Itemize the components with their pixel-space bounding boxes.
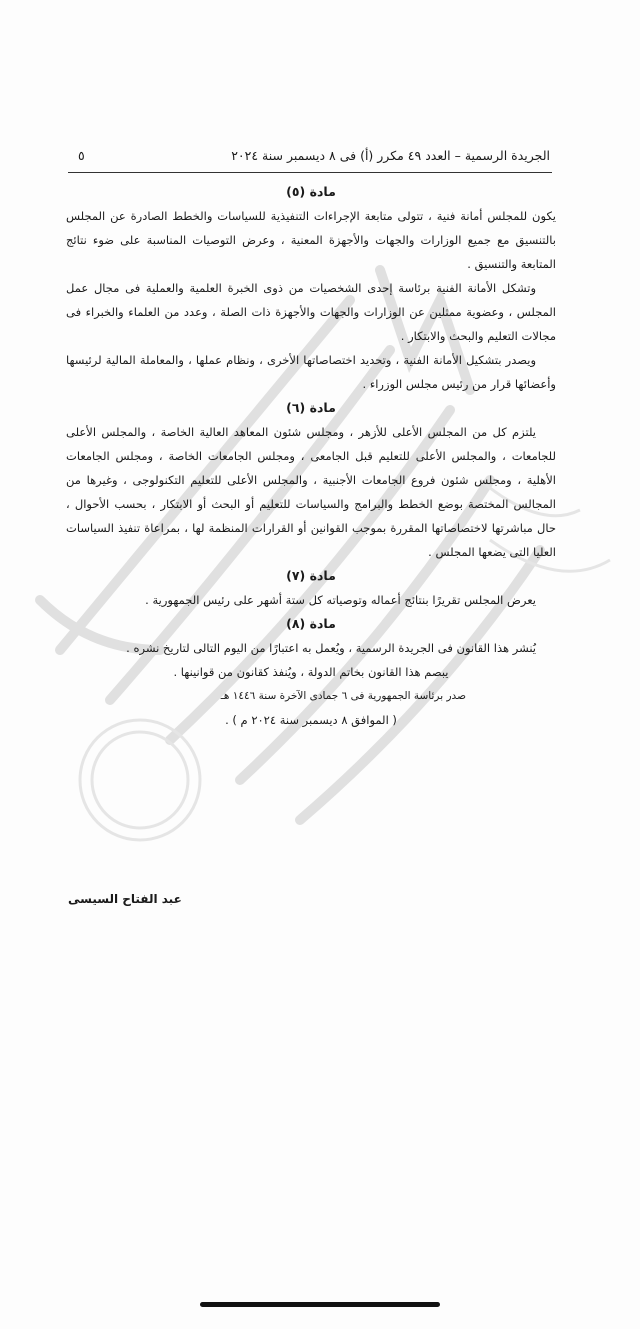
home-indicator[interactable] [200,1302,440,1307]
article-7-paragraph-1: يعرض المجلس تقريرًا بنتائج أعماله وتوصياته كل ستة أشهر على رئيس الجمهورية . [145,593,536,607]
article-5-paragraph-1: يكون للمجلس أمانة فنية ، تتولى متابعة الإجراءات التنفيذية للسياسات والخطط الصادرة عن المجلس بالتنسيق مع جميع الوزارات والجهات والأجهزة المعنية ، وعرض التوصيات المناسبة على ضوء نتائج المتابعة والتنسيق . [66,209,556,271]
corresponding-date-line: ( الموافق ٨ ديسمبر سنة ٢٠٢٤ م ) . [225,713,397,727]
page-number: ٥ [78,148,85,163]
article-5-title: مادة (٥) [286,184,336,199]
gazette-title: الجريدة الرسمية – العدد ٤٩ مكرر (أ) فى ٨ ديسمبر سنة ٢٠٢٤ [231,148,550,163]
president-signature: عبد الفتاح السيسى [68,892,182,906]
page-header [78,146,550,166]
stamp-line: يبصم هذا القانون بخاتم الدولة ، ويُنفذ كقانون من قوانينها . [173,665,449,679]
article-8-paragraph-1: يُنشر هذا القانون فى الجريدة الرسمية ، ويُعمل به اعتبارًا من اليوم التالى لتاريخ نشره . [126,641,536,655]
article-5-paragraph-3: ويصدر بتشكيل الأمانة الفنية ، وتحديد اختصاصاتها الأخرى ، ونظام عملها ، والمعاملة المالية لرئيسها وأعضائها قرار من رئيس مجلس الوزراء . [66,353,556,391]
header-divider [68,172,552,173]
document-body [66,180,556,732]
issued-line: صدر برئاسة الجمهورية فى ٦ جمادى الآخرة سنة ١٤٤٦ هـ [220,690,466,702]
article-7-title: مادة (٧) [286,568,336,583]
article-8-title: مادة (٨) [286,616,336,631]
article-6-paragraph-1: يلتزم كل من المجلس الأعلى للأزهر ، ومجلس شئون المعاهد العالية الخاصة ، والمجلس الأعلى للجامعات ، والمجلس الأعلى للتعليم قبل الجامعى ، ومجلس الجامعات الخاصة ، ومجلس الجامعات الأهلية ، ومجلس شئون فروع الجامعات الأجنبية ، والمجلس الأعلى للتعليم التكنولوجى ، وغيرها من المجالس المختصة بوضع الخطط والبرامج والسياسات للتعليم أو البحث أو الابتكار ، بحسب الأحوال ، حال مباشرتها لاختصاصاتها المقررة بموجب القوانين أو القرارات المنظمة لها ، بمراعاة تنفيذ السياسات العليا التى يضعها المجلس . [66,425,556,559]
article-6-title: مادة (٦) [286,400,336,415]
article-5-paragraph-2: وتشكل الأمانة الفنية برئاسة إحدى الشخصيات من ذوى الخبرة العلمية والعملية فى مجال عمل المجلس ، وعضوية ممثلين عن الوزارات والجهات والأجهزة ذات الصلة ، وعدد من العلماء والخبراء فى مجالات التعليم والبحث والابتكار . [66,281,556,343]
